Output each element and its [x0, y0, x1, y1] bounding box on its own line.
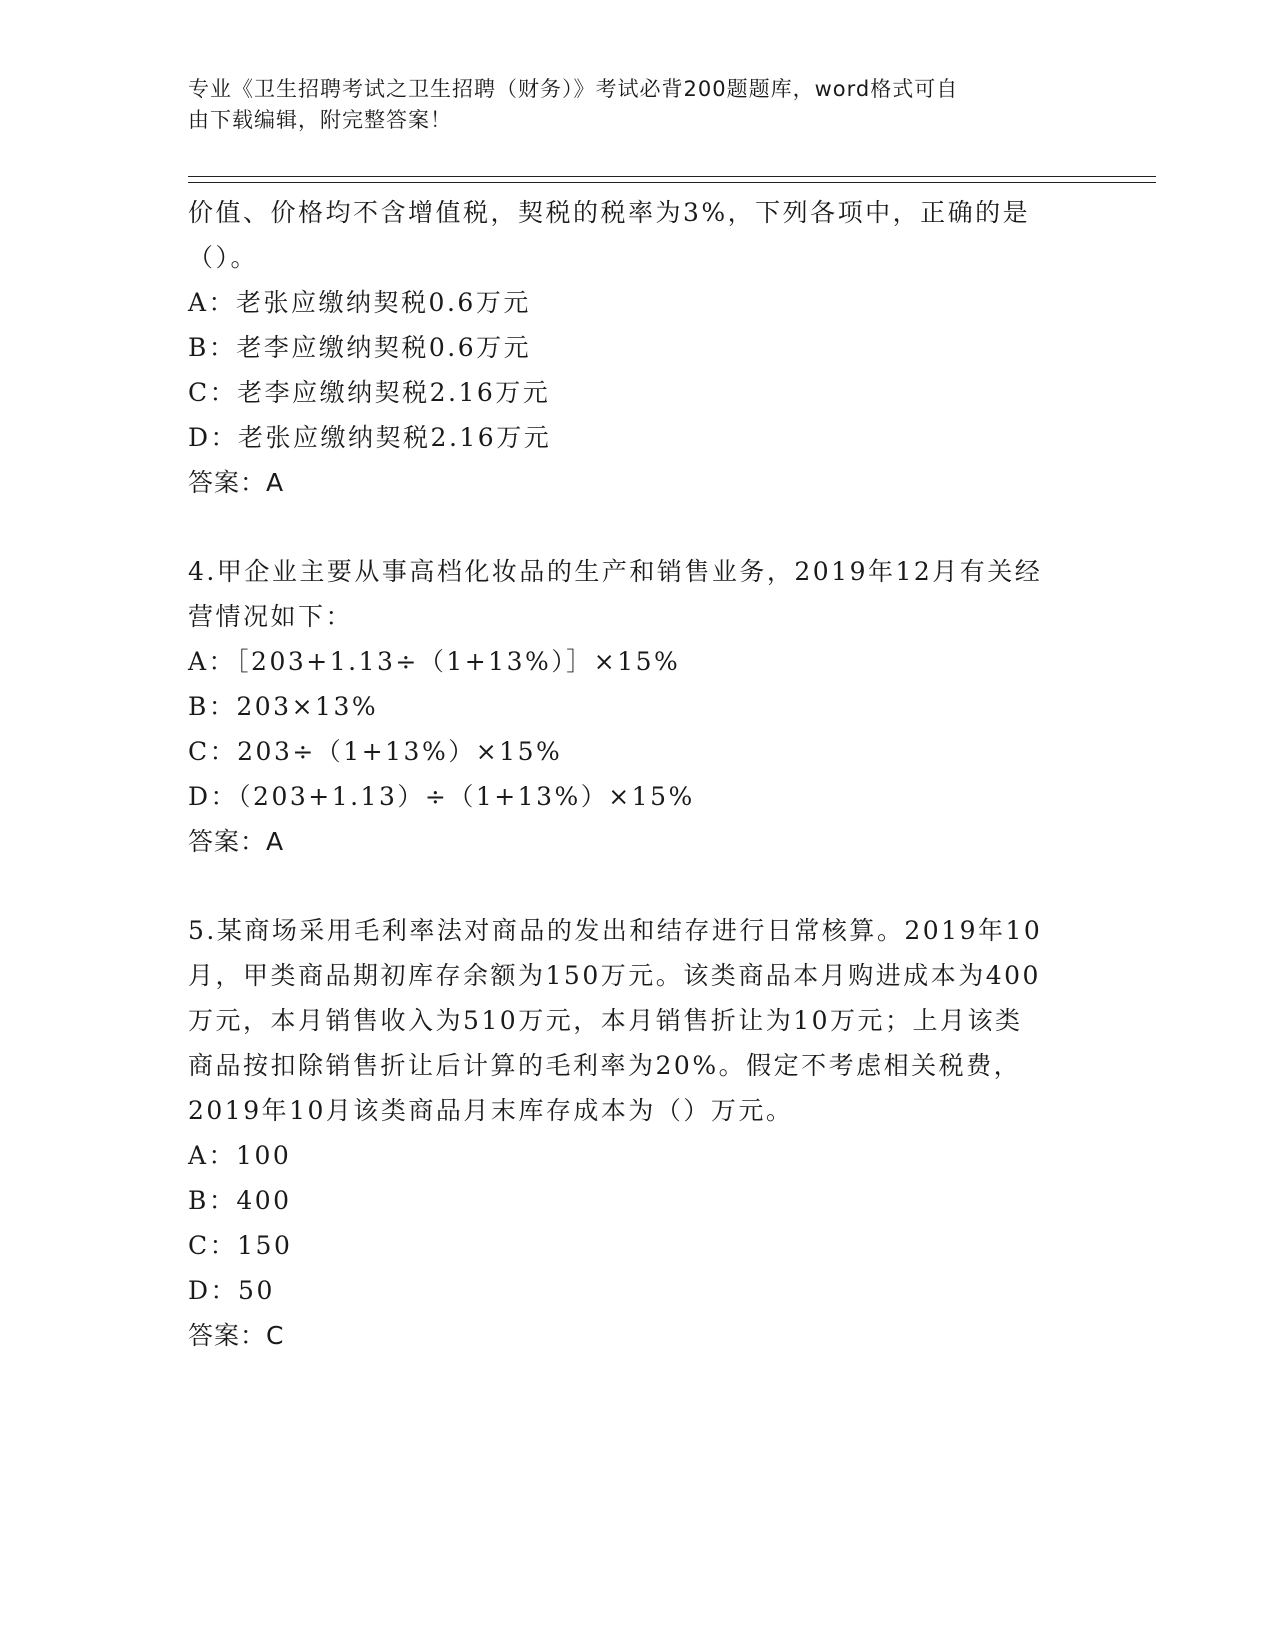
document-header: [188, 74, 1088, 136]
option-d: D：（203+1.13）÷（1+13%）×15%: [188, 782, 695, 811]
option-b: B：400: [188, 1186, 292, 1215]
option-b: B：老李应缴纳契税0.6万元: [188, 333, 532, 362]
option-a: A：老张应缴纳契税0.6万元: [188, 288, 531, 317]
question-stem-line: 4.甲企业主要从事高档化妆品的生产和销售业务，2019年12月有关经: [188, 557, 1043, 586]
option-a: A：100: [188, 1141, 292, 1170]
question-stem-line: 5.某商场采用毛利率法对商品的发出和结存进行日常核算。2019年10: [188, 916, 1043, 945]
option-c: C：150: [188, 1231, 293, 1260]
option-b: B：203×13%: [188, 692, 379, 721]
answer-line: 答案：A: [188, 827, 285, 856]
option-c: C：老李应缴纳契税2.16万元: [188, 378, 551, 407]
question-stem-line: 价值、价格均不含增值税，契税的税率为3%，下列各项中，正确的是: [188, 198, 1031, 227]
option-d: D：老张应缴纳契税2.16万元: [188, 423, 552, 452]
question-content: [188, 190, 1088, 1358]
question-stem-line: （）。: [188, 243, 259, 272]
question-stem-line: 营情况如下：: [188, 602, 354, 631]
question-stem-line: 2019年10月该类商品月末库存成本为（）万元。: [188, 1096, 794, 1125]
question-4: [188, 549, 1088, 864]
header-divider-top: [188, 176, 1156, 177]
question-5: [188, 908, 1088, 1358]
header-divider-bottom: [188, 182, 1156, 183]
question-3: [188, 190, 1088, 505]
question-stem-line: 商品按扣除销售折让后计算的毛利率为20%。假定不考虑相关税费，: [188, 1051, 1022, 1080]
option-a: A：［203+1.13÷（1+13%）］×15%: [188, 647, 681, 676]
question-stem-line: 月，甲类商品期初库存余额为150万元。该类商品本月购进成本为400: [188, 961, 1041, 990]
answer-line: 答案：C: [188, 1321, 285, 1350]
option-c: C：203÷（1+13%）×15%: [188, 737, 563, 766]
question-stem-line: 万元，本月销售收入为510万元，本月销售折让为10万元；上月该类: [188, 1006, 1023, 1035]
header-line-1: 专业《卫生招聘考试之卫生招聘（财务）》考试必背200题题库，word格式可自: [188, 77, 959, 101]
header-line-2: 由下载编辑，附完整答案！: [188, 108, 452, 132]
answer-line: 答案：A: [188, 468, 285, 497]
option-d: D：50: [188, 1276, 275, 1305]
